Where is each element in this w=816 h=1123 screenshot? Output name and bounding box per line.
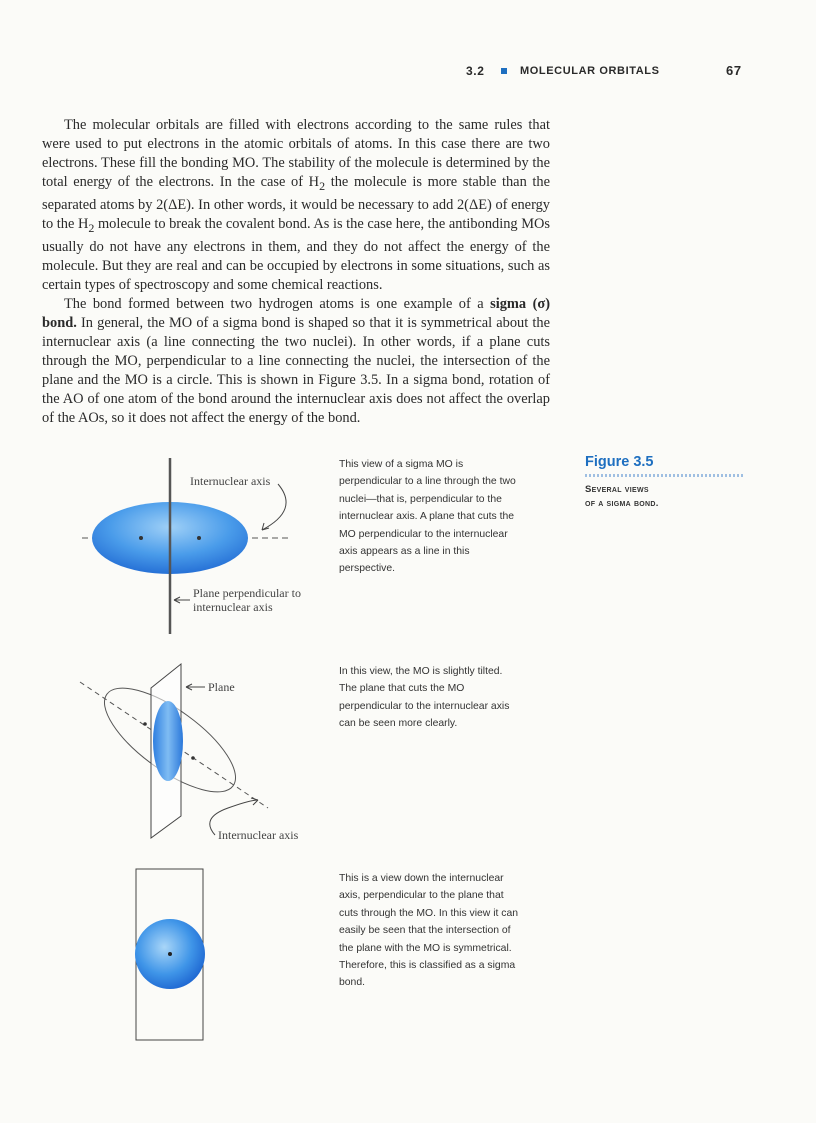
label-plane: Plane — [208, 680, 235, 694]
nucleus-1 — [143, 722, 147, 726]
label-internuclear-axis: Internuclear axis — [190, 474, 271, 488]
nucleus-2 — [197, 536, 201, 540]
section-title: MOLECULAR ORBITALS — [520, 65, 660, 77]
figure-caption-line-1: Several views — [585, 484, 649, 495]
sigma-orbital-cross-section — [153, 701, 183, 781]
p1-text-c: molecule to break the covalent bond. As is the case here, the antibonding MOs usually do not have any electrons in them, and they do not affect the energy of the molecule. But they are real and can be occupied by electrons in some situations, such as certain types of spectroscopy and some chemical reactions. — [42, 215, 550, 293]
section-number: 3.2 — [466, 64, 485, 78]
sigma-bond-term: sigma (σ) bond. — [42, 295, 550, 331]
view-3-description: This is a view down the internuclear axis, perpendicular to the plane that cuts through the MO. In this view it can easily be seen that the intersection of the plane with the MO is symmetrical. Therefore, this is classified as a sigma bond. — [339, 873, 519, 989]
p2-text-b: In general, the MO of a sigma bond is shaped so that it is symmetrical about the internuclear axis (a line connecting the two nuclei). In other words, if a plane cuts through the MO, perpendicular to a line connecting the nuclei, the intersection of the plane and the MO is a circle. This is shown in Figure 3.5. In a sigma bond, rotation of the AO of one atom of the bond around the internuclear axis does not affect the overlap of the AOs, so it does not affect the energy of the bond. — [42, 314, 550, 426]
label-internuclear-axis: Internuclear axis — [218, 828, 299, 842]
view-3-diagram — [135, 869, 205, 1040]
view-1-description: This view of a sigma MO is perpendicular to a line through the two nuclei—that is, perpendicular to the internuclear axis. A plane that cuts the MO perpendicular to the internuclear axis appears as a line in this perspective. — [339, 459, 516, 575]
axis-pointer-arrow — [262, 484, 286, 530]
view-1-diagram — [82, 458, 301, 634]
figure-number: Figure 3.5 — [585, 454, 654, 470]
nucleus-2 — [191, 756, 195, 760]
label-plane-line-1: Plane perpendicular to — [193, 586, 301, 600]
view-2-description: In this view, the MO is slightly tilted. The plane that cuts the MO perpendicular to the internuclear axis can be seen more clearly. — [339, 666, 510, 730]
p1-text-b: the molecule is more stable than the separated atoms by 2(ΔE). In other words, it would be necessary to add 2(ΔE) of energy to the H — [42, 174, 550, 232]
p2-text-a: The bond formed between two hydrogen atoms is one example of a — [64, 295, 491, 312]
nucleus-1 — [139, 536, 143, 540]
figure-caption-line-2: of a sigma bond. — [585, 498, 659, 509]
p1-text-a: The molecular orbitals are filled with electrons according to the same rules that were used to put electrons in the atomic orbitals of atoms. In this case there are two electrons. These fill the bonding MO. The stability of the molecule is determined by the total energy of the electrons. In the case of H — [42, 117, 550, 190]
nucleus-center — [168, 952, 172, 956]
p1-subscript-a: 2 — [319, 178, 326, 193]
page-number: 67 — [726, 63, 742, 78]
arrowhead-icon — [251, 798, 258, 805]
p1-subscript-b: 2 — [88, 220, 95, 235]
view-2-diagram — [80, 664, 299, 842]
label-plane-line-2: internuclear axis — [193, 600, 273, 614]
